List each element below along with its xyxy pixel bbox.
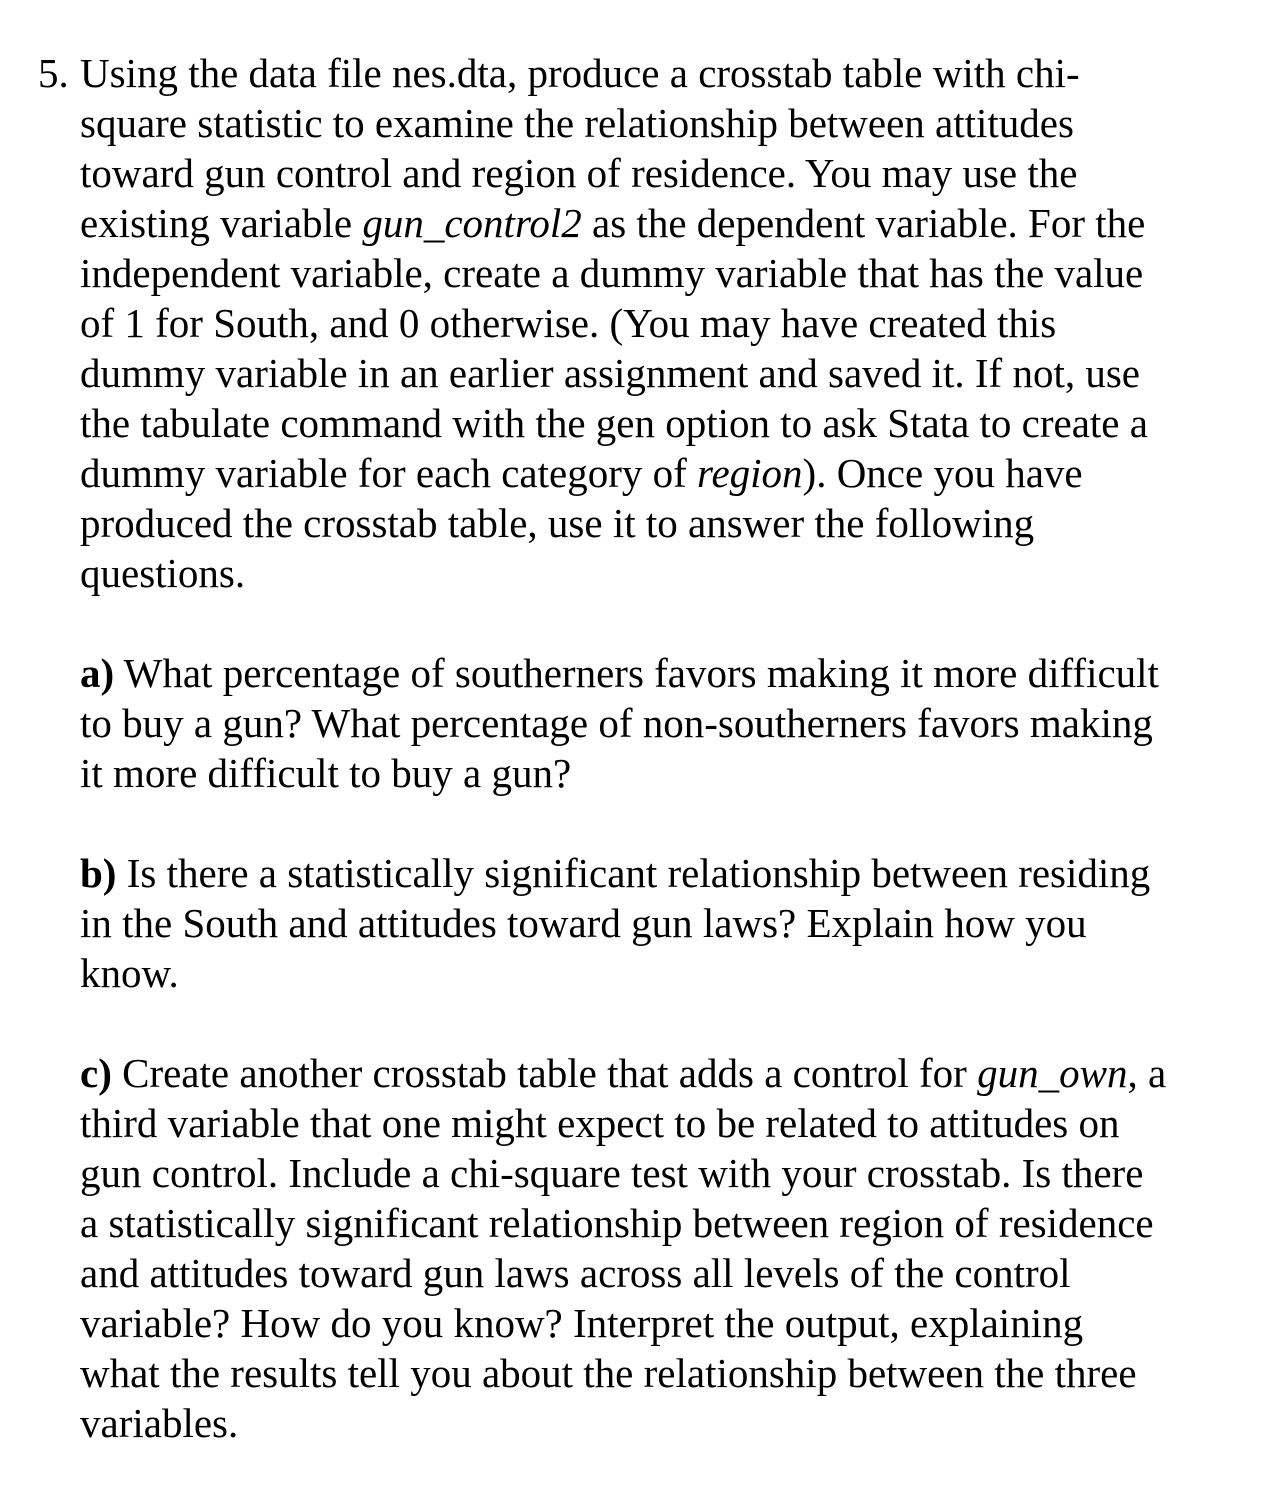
part-c-label: c) — [80, 1050, 112, 1096]
variable-gun-control2: gun_control2 — [362, 200, 582, 246]
variable-region: region — [697, 450, 803, 496]
question-intro — [38, 48, 1168, 598]
part-a — [38, 648, 1168, 798]
part-a-label: a) — [80, 650, 115, 696]
variable-gun-own: gun_own — [977, 1050, 1128, 1096]
part-b-label: b) — [80, 850, 117, 896]
part-c-text-1: Create another crosstab table that adds a control for — [111, 1050, 978, 1096]
part-b — [38, 848, 1168, 998]
intro-text-2: as the dependent variable. For the independent variable, create a dummy variable that has the value of 1 for South, and 0 otherwise. (You may have created this dummy variable in an earlier assignment and saved it. If not, use the tabulate command with the gen option to ask Stata to create a dummy variable for each category of — [80, 200, 1148, 496]
part-c-text-2: , a third variable that one might expect to be related to attitudes on gun control. Include a chi-square test with your crosstab. Is there a statistically significant relationship between region of residence and attitudes toward gun laws across all levels of the control variable? How do you know? Interpret the output, explaining what the results tell you about the relationship between the three variables. — [80, 1050, 1167, 1446]
intro-text-1: Using the data file nes.dta, produce a crosstab table with chi-square statistic to examine the relationship between attitudes toward gun control and region of residence. You may use the existing variable — [80, 50, 1080, 246]
intro-text-3: ). Once you have produced the crosstab table, use it to answer the following questions. — [80, 450, 1083, 596]
part-c — [38, 1048, 1168, 1448]
question-number: 5. — [38, 50, 69, 96]
part-b-text: Is there a statistically significant relationship between residing in the South and attitudes toward gun laws? Explain how you know. — [80, 850, 1151, 996]
part-a-text: What percentage of southerners favors making it more difficult to buy a gun? What percentage of non-southerners favors making it more difficult to buy a gun? — [80, 650, 1159, 796]
question-5 — [38, 48, 1168, 1448]
